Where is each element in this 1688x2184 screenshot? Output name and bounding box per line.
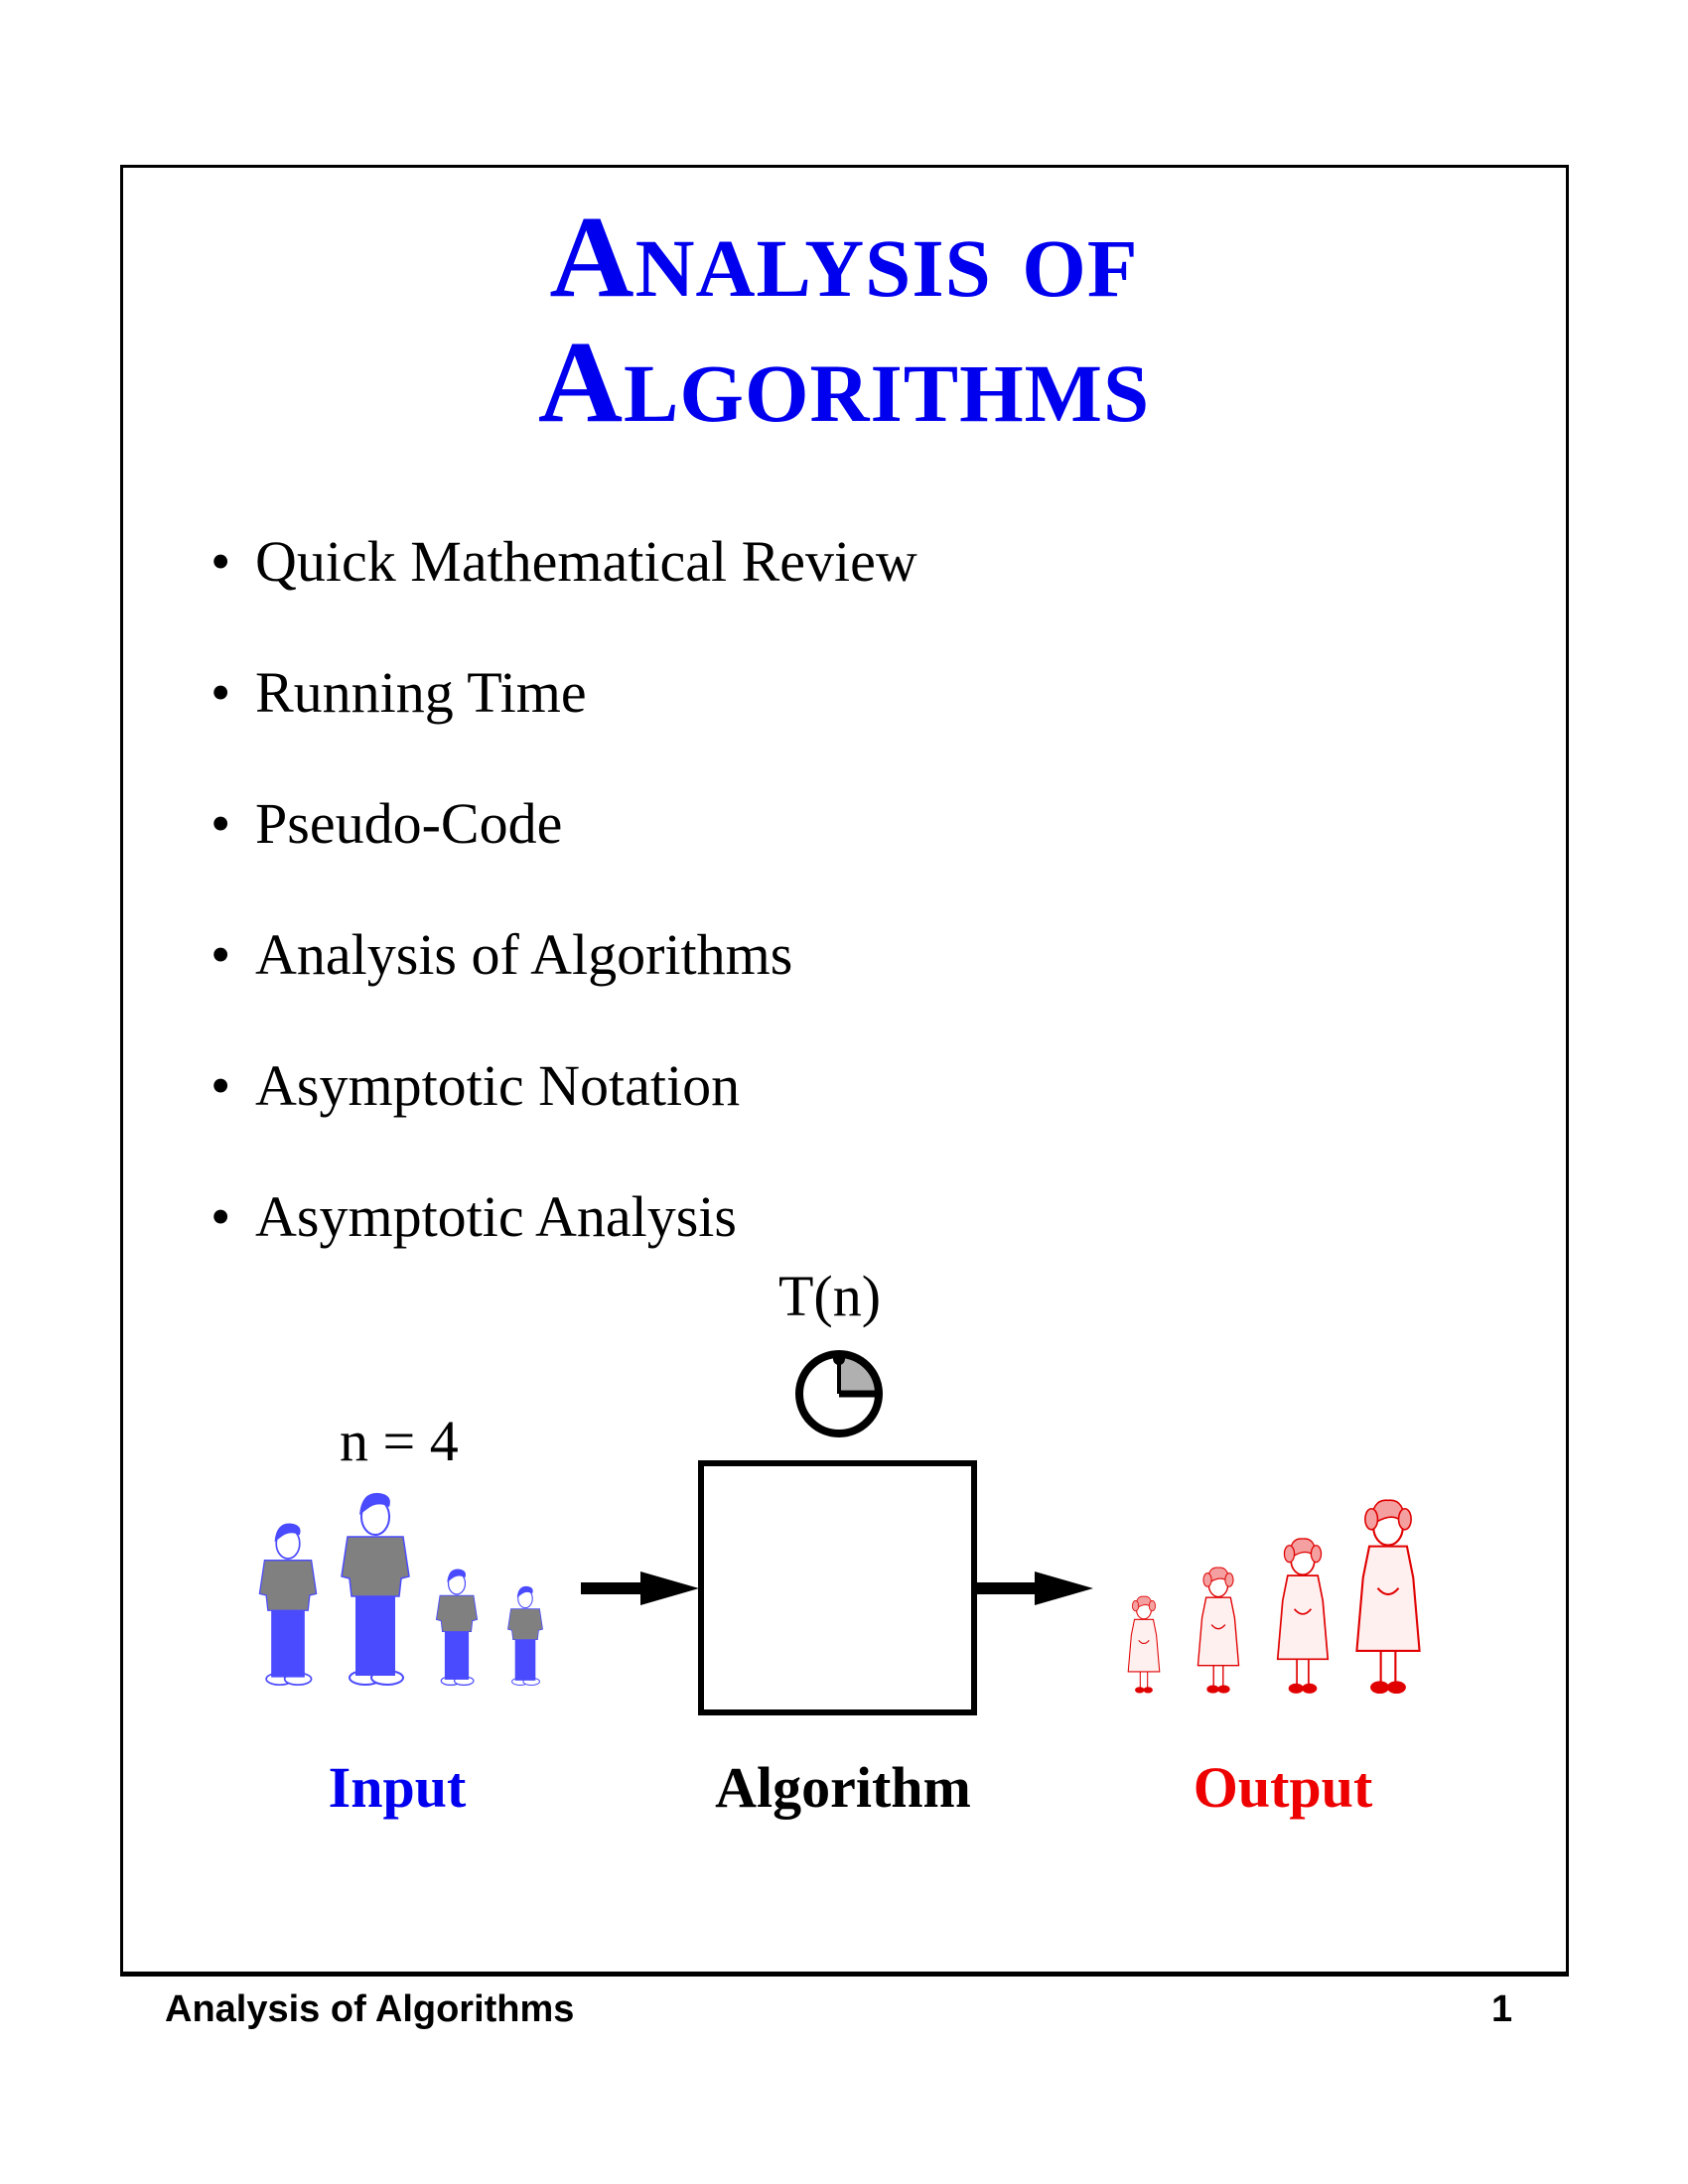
boy-figure-icon	[342, 1493, 409, 1685]
output-girls	[1128, 1500, 1419, 1694]
girl-figure-icon	[1356, 1500, 1419, 1694]
bullet-dot: •	[211, 529, 231, 594]
bullet-dot: •	[211, 1053, 231, 1118]
boy-figure-icon	[259, 1524, 316, 1686]
bullet-text: Asymptotic Analysis	[255, 1184, 737, 1249]
output-label: Output	[1193, 1755, 1373, 1820]
algorithm-box	[701, 1463, 974, 1712]
time-label: T(n)	[778, 1264, 882, 1328]
bullet-text: Quick Mathematical Review	[255, 529, 917, 594]
slide-title-line-1: Analysis of	[549, 192, 1139, 322]
bullet-dot: •	[211, 922, 231, 987]
girl-figure-icon	[1128, 1596, 1160, 1693]
input-label: Input	[328, 1755, 467, 1820]
girl-figure-icon	[1197, 1568, 1238, 1694]
bullet-text: Pseudo-Code	[255, 791, 563, 856]
bullet-text: Running Time	[255, 660, 587, 725]
bullet-dot: •	[211, 791, 231, 856]
page-number: 1	[1491, 1988, 1513, 2030]
boy-figure-icon	[507, 1586, 542, 1686]
arrow-right-icon	[975, 1571, 1093, 1605]
input-size-label: n = 4	[340, 1409, 459, 1473]
girl-figure-icon	[1278, 1539, 1329, 1694]
slide-title-line-2: Algorithms	[537, 317, 1151, 447]
bullet-dot: •	[211, 660, 231, 725]
footer-title: Analysis of Algorithms	[165, 1988, 575, 2030]
clock-icon	[799, 1353, 879, 1433]
bullet-text: Analysis of Algorithms	[255, 922, 793, 987]
algorithm-label: Algorithm	[715, 1755, 971, 1820]
input-boys	[259, 1493, 542, 1686]
arrow-right-icon	[581, 1571, 699, 1605]
boy-figure-icon	[436, 1569, 477, 1685]
bullet-text: Asymptotic Notation	[255, 1053, 741, 1118]
bullet-dot: •	[211, 1184, 231, 1249]
